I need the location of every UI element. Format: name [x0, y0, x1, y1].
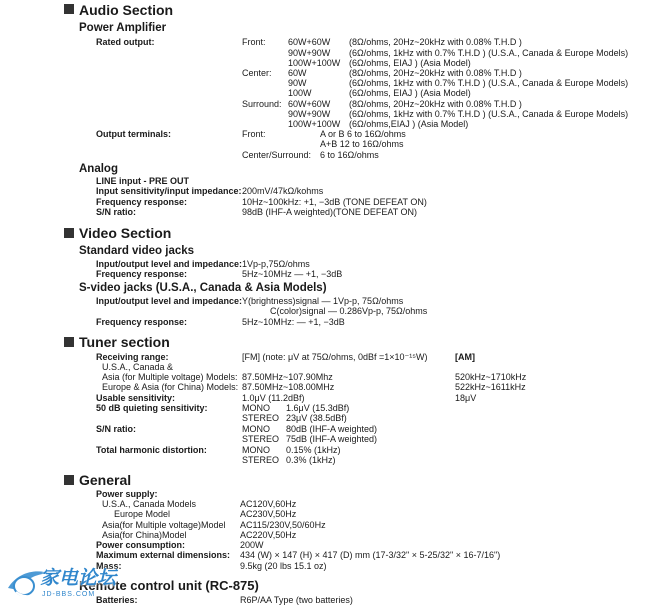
front-power: 90W+90W	[288, 48, 331, 58]
thd-stereo-label: STEREO	[242, 455, 280, 465]
usable-sensitivity-fm: 1.0μV (11.2dBf)	[242, 393, 305, 403]
thd-stereo-value: 0.3% (1kHz)	[286, 455, 336, 465]
batteries-value: R6P/AA Type (two batteries)	[240, 595, 353, 605]
usable-sensitivity-label: Usable sensitivity:	[96, 393, 176, 403]
std-freq-label: Frequency response:	[96, 269, 188, 279]
remote-control-heading: Remote control unit (RC-875)	[79, 578, 259, 593]
fm-range: 87.50MHz~108.00MHz	[242, 382, 335, 392]
fm-header: [FM] (note: μV at 75Ω/ohms, 0dBf =1×10⁻¹⁵W)	[242, 352, 428, 362]
front-power: 100W+100W	[288, 58, 341, 68]
frequency-response-value: 10Hz~100kHz: +1, −3dB (TONE DEFEAT ON)	[242, 197, 427, 207]
ot-front-value: A or B 6 to 16Ω/ohms	[320, 129, 406, 139]
sn-mono-value: 80dB (IHF-A weighted)	[286, 424, 378, 434]
region-label: U.S.A., Canada &	[102, 362, 174, 372]
ps-model: Asia(for China)Model	[102, 530, 187, 540]
quieting-stereo-label: STEREO	[242, 413, 280, 423]
video-section-title: Video Section	[79, 225, 172, 241]
tuner-sn-label: S/N ratio:	[96, 424, 137, 434]
frequency-response-label: Frequency response:	[96, 197, 188, 207]
quieting-mono-label: MONO	[242, 403, 270, 413]
std-io-value: 1Vp-p,75Ω/ohms	[242, 259, 310, 269]
input-sensitivity-value: 200mV/47kΩ/kohms	[242, 186, 324, 196]
front-power: 60W+60W	[288, 37, 331, 47]
mass-value: 9.5kg (20 lbs 15.1 oz)	[240, 561, 327, 571]
sn-stereo-label: STEREO	[242, 434, 280, 444]
sn-ratio-label: S/N ratio:	[96, 207, 137, 217]
ps-value: AC115/230V,50/60Hz	[240, 520, 326, 530]
receiving-range-label: Receiving range:	[96, 352, 169, 362]
quieting-mono-value: 1.6μV (15.3dBf)	[286, 403, 350, 413]
power-consumption-label: Power consumption:	[96, 540, 186, 550]
standard-video-heading: Standard video jacks	[79, 245, 195, 257]
thd-mono-label: MONO	[242, 445, 270, 455]
surround-label: Surround:	[242, 99, 282, 109]
center-power: 60W	[288, 68, 307, 78]
ps-value: AC220V,50Hz	[240, 530, 297, 540]
ot-front-label: Front:	[242, 129, 266, 139]
sn-ratio-value: 98dB (IHF-A weighted)(TONE DEFEAT ON)	[242, 207, 418, 217]
surround-power: 60W+60W	[288, 99, 331, 109]
audio-section-title: Audio Section	[79, 2, 174, 18]
region-label: Asia (for Multiple voltage) Models:	[102, 372, 238, 382]
sn-stereo-value: 75dB (IHF-A weighted)	[286, 434, 378, 444]
surround-spec: (8Ω/ohms, 20Hz~20kHz with 0.08% T.H.D )	[349, 99, 522, 109]
dimensions-label: Maximum external dimensions:	[96, 550, 231, 560]
fm-range: 87.50MHz~107.90Mhz	[242, 372, 333, 382]
center-spec: (6Ω/ohms, EIAJ ) (Asia Model)	[349, 88, 471, 98]
dimensions-value: 434 (W) × 147 (H) × 417 (D) mm (17-3/32" × 5-25/32" × 16-7/16")	[240, 550, 501, 560]
surround-spec: (6Ω/ohms,EIAJ ) (Asia Model)	[349, 119, 469, 129]
region-label: Europe & Asia (for China) Models:	[102, 382, 239, 392]
sv-io-value: Y(brightness)signal — 1Vp-p, 75Ω/ohms	[242, 296, 404, 306]
line-input-label: LINE input - PRE OUT	[96, 176, 189, 186]
sv-freq-value: 5Hz~10MHz: — +1, −3dB	[242, 317, 345, 327]
thd-mono-value: 0.15% (1kHz)	[286, 445, 341, 455]
front-spec: (6Ω/ohms, 1kHz with 0.7% T.H.D ) (U.S.A., Canada & Europe Models)	[349, 48, 629, 58]
ot-center-surround-label: Center/Surround:	[242, 150, 312, 160]
center-power: 100W	[288, 88, 312, 98]
sv-freq-label: Frequency response:	[96, 317, 188, 327]
ps-model: U.S.A., Canada Models	[102, 499, 197, 509]
ps-model: Europe Model	[114, 509, 171, 519]
mass-label: Mass:	[96, 561, 122, 571]
section-marker	[64, 4, 74, 14]
ps-value: AC120V,60Hz	[240, 499, 297, 509]
output-terminals-label: Output terminals:	[96, 129, 172, 139]
batteries-label: Batteries:	[96, 595, 138, 605]
am-range: 522kHz~1611kHz	[455, 382, 526, 392]
section-marker	[64, 475, 74, 485]
quieting-sensitivity-label: 50 dB quieting sensitivity:	[96, 403, 208, 413]
usable-sensitivity-am: 18μV	[455, 393, 477, 403]
section-marker	[64, 337, 74, 347]
center-spec: (6Ω/ohms, 1kHz with 0.7% T.H.D ) (U.S.A., Canada & Europe Models)	[349, 78, 629, 88]
front-label: Front:	[242, 37, 266, 47]
tuner-section-title: Tuner section	[79, 334, 170, 350]
general-section-title: General	[79, 472, 132, 488]
power-consumption-value: 200W	[240, 540, 264, 550]
am-header: [AM]	[455, 352, 475, 362]
watermark-url-text: JD-BBS.COM	[42, 591, 96, 598]
thd-label: Total harmonic distortion:	[96, 445, 207, 455]
std-freq-value: 5Hz~10MHz — +1, −3dB	[242, 269, 343, 279]
front-spec: (6Ω/ohms, EIAJ ) (Asia Model)	[349, 58, 471, 68]
power-supply-label: Power supply:	[96, 489, 158, 499]
ps-model: Asia(for Multiple voltage)Model	[102, 520, 226, 530]
analog-heading: Analog	[79, 163, 118, 175]
rated-output-label: Rated output:	[96, 37, 155, 47]
ot-front-value: A+B 12 to 16Ω/ohms	[320, 139, 404, 149]
surround-spec: (6Ω/ohms, 1kHz with 0.7% T.H.D ) (U.S.A., Canada & Europe Models)	[349, 109, 629, 119]
center-label: Center:	[242, 68, 272, 78]
surround-power: 90W+90W	[288, 109, 331, 119]
ot-center-surround-value: 6 to 16Ω/ohms	[320, 150, 379, 160]
front-spec: (8Ω/ohms, 20Hz~20kHz with 0.08% T.H.D )	[349, 37, 522, 47]
am-range: 520kHz~1710kHz	[455, 372, 527, 382]
power-amplifier-heading: Power Amplifier	[79, 22, 167, 34]
svideo-heading: S-video jacks (U.S.A., Canada & Asia Models)	[79, 282, 327, 294]
ps-value: AC230V,50Hz	[240, 509, 297, 519]
center-spec: (8Ω/ohms, 20Hz~20kHz with 0.08% T.H.D )	[349, 68, 522, 78]
quieting-stereo-value: 23μV (38.5dBf)	[286, 413, 347, 423]
section-marker	[64, 228, 74, 238]
sn-mono-label: MONO	[242, 424, 270, 434]
sv-io-label: Input/output level and impedance:	[96, 296, 243, 306]
surround-power: 100W+100W	[288, 119, 341, 129]
std-io-label: Input/output level and impedance:	[96, 259, 243, 269]
sv-io-value: C(color)signal — 0.286Vp-p, 75Ω/ohms	[270, 306, 428, 316]
input-sensitivity-label: Input sensitivity/input impedance:	[96, 186, 242, 196]
watermark-cn-text: 家电论坛	[40, 568, 117, 589]
center-power: 90W	[288, 78, 307, 88]
